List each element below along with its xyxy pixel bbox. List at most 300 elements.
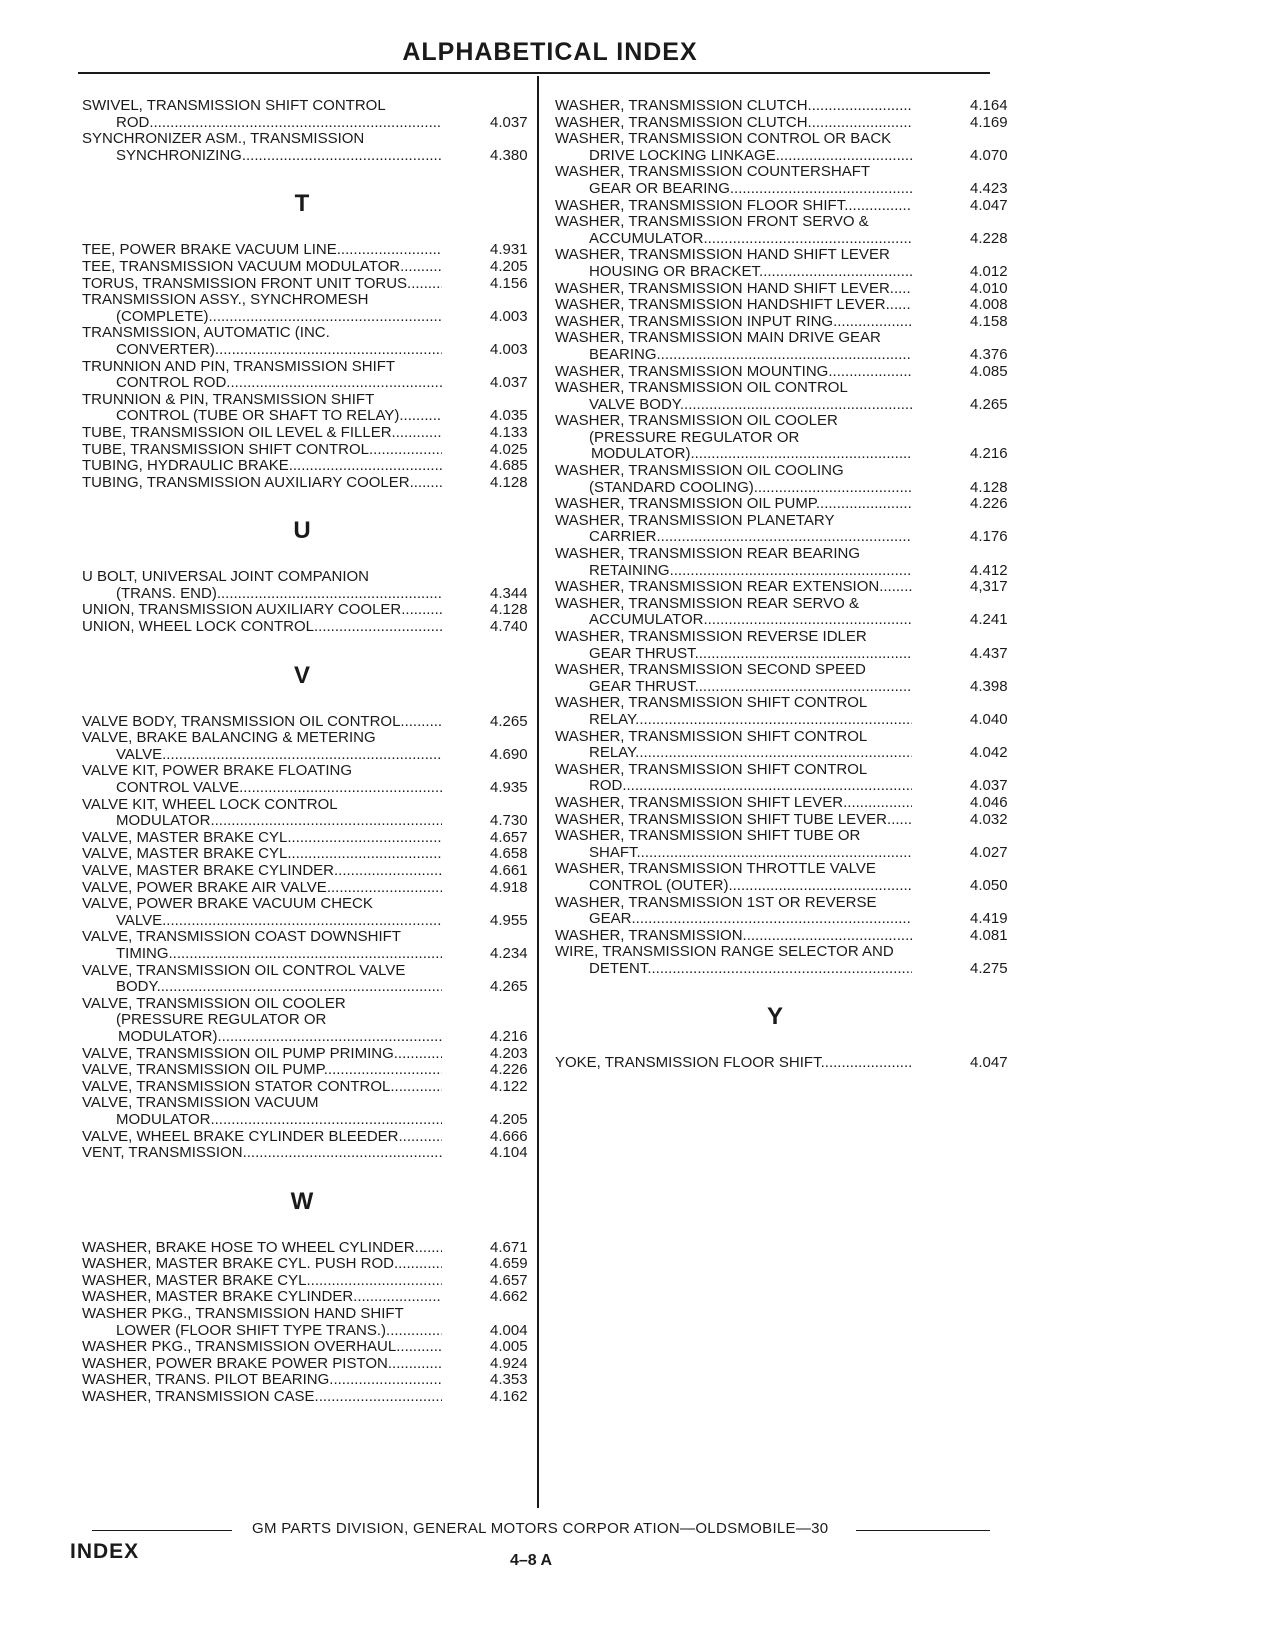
entry-line: WASHER, TRANSMISSION MOUNTING ..... [555,364,912,381]
entry-line: BODY ..... [82,979,442,996]
entry-line: WASHER, TRANSMISSION CLUTCH ..... [555,115,912,132]
entry-page-number: 4.740 [490,618,528,636]
entry-page-number: 4.012 [970,262,1008,280]
entry-line: LOWER (FLOOR SHIFT TYPE TRANS.) ..... [82,1323,442,1340]
entry-line: WASHER, TRANSMISSION OIL COOLING [555,463,844,480]
entry-text [555,596,912,629]
entry-page-number: 4.008 [970,296,1008,314]
index-entry [555,281,1025,298]
index-entry [82,1062,542,1079]
entry-line: (STANDARD COOLING) ..... [555,480,912,497]
entry-line: WASHER, TRANSMISSION REVERSE IDLER [555,629,867,645]
index-entry [82,359,542,392]
entry-text [555,380,912,413]
entry-page-number: 4.128 [970,478,1008,496]
entry-line: TUBING, TRANSMISSION AUXILIARY COOLER.. ..... [82,475,442,492]
entry-text [555,695,912,728]
index-entry [555,795,1025,812]
index-entry [82,929,542,962]
entry-line: VALVE, TRANSMISSION OIL COOLER [82,995,346,1012]
entry-text [82,963,442,996]
entry-line: WASHER PKG., TRANSMISSION HAND SHIFT [82,1306,404,1323]
entry-line: GEAR OR BEARING ..... [555,181,912,198]
index-entry [555,314,1025,331]
entry-page-number: 4.070 [970,146,1008,164]
entry-page-number: 4.935 [490,779,528,797]
entry-text [555,729,912,762]
index-entry [555,413,1025,463]
entry-text [82,929,442,962]
entry-line: WASHER, TRANSMISSION COUNTERSHAFT [555,164,871,181]
entry-line: TIMING ..... [82,946,442,963]
entry-text [555,812,912,829]
entry-page-number: 4.164 [970,97,1008,114]
entry-text [555,297,912,314]
entry-text [82,1095,442,1128]
entry-text [82,1306,442,1339]
entry-line: WASHER, TRANSMISSION FLOOR SHIFT ..... [555,198,912,215]
index-entry [82,276,542,293]
entry-line: VALVE, BRAKE BALANCING & METERING [82,730,376,747]
entry-line: CONTROL (OUTER) ..... [555,878,912,895]
entry-line: MODULATOR ..... [82,1112,442,1129]
entry-page-number: 4,317 [970,578,1008,596]
entry-page-number: 4.032 [970,810,1008,828]
entry-text [82,259,442,276]
index-entry [555,214,1025,247]
entry-text [555,330,912,363]
entry-page-number: 4.234 [490,944,528,962]
entry-line: MODULATOR) ..... [82,1029,442,1046]
index-entry [555,729,1025,762]
entry-page-number: 4.128 [490,601,528,619]
entry-line: ROD ..... [555,778,912,795]
entry-line: VALVE, MASTER BRAKE CYL ..... [82,830,442,847]
index-entry [555,198,1025,215]
index-entry [82,714,542,731]
entry-page-number: 4.050 [970,876,1008,894]
entry-line: TUBE, TRANSMISSION OIL LEVEL & FILLER ..... [82,425,442,442]
entry-page-number: 4.122 [490,1077,528,1095]
entry-page-number: 4.037 [490,113,528,131]
section-heading: Y [766,1003,783,1031]
entry-text [82,98,442,131]
entry-page-number: 4.003 [490,340,528,358]
entry-line: SWIVEL, TRANSMISSION SHIFT CONTROL [82,98,386,114]
entry-page-number: 4.671 [490,1238,528,1256]
entry-page-number: 4.205 [490,1110,528,1128]
entry-line: UNION, TRANSMISSION AUXILIARY COOLER ..... [82,602,442,619]
entry-text [82,996,442,1046]
entry-text [555,115,912,132]
entry-text [82,730,442,763]
section-heading: U [293,517,311,545]
entry-line: GEAR THRUST ..... [555,679,912,696]
entry-line: VALVE, MASTER BRAKE CYL ..... [82,846,442,863]
entry-page-number: 4.666 [490,1127,528,1145]
index-entry [555,496,1025,513]
entry-text [82,1129,442,1146]
entry-line: WASHER, TRANSMISSION SECOND SPEED [555,662,866,679]
entry-text [555,98,912,115]
index-entry [82,996,542,1046]
entry-page-number: 4.025 [490,440,528,458]
entry-line: TORUS, TRANSMISSION FRONT UNIT TORUS ..... [82,276,442,293]
entry-text [82,569,442,602]
index-entry [555,895,1025,928]
index-entry [555,98,1025,115]
index-entry [82,458,542,475]
entry-text [555,513,912,546]
index-column-right [555,98,1025,1072]
footer-rule-left [92,1530,232,1531]
index-entry [82,325,542,358]
entry-text [555,662,912,695]
entry-text [555,364,912,381]
index-entry [555,629,1025,662]
entry-page-number: 4.398 [970,677,1008,695]
index-entry [82,602,542,619]
entry-line: ROD ..... [82,115,442,132]
entry-line: (PRESSURE REGULATOR OR [589,429,800,446]
entry-text [555,413,912,463]
entry-page-number: 4.005 [490,1338,528,1356]
entry-line: SYNCHRONIZER ASM., TRANSMISSION [82,131,365,148]
entry-text [82,1273,442,1290]
entry-text [82,1389,442,1406]
index-entry [555,828,1025,861]
entry-line: CONTROL (TUBE OR SHAFT TO RELAY) ..... [82,408,442,425]
entry-page-number: 4.661 [490,862,528,879]
index-entry [82,1339,542,1356]
entry-line: VALVE KIT, POWER BRAKE FLOATING [82,763,353,780]
entry-line: ACCUMULATOR ..... [555,231,912,248]
entry-page-number: 4.047 [970,196,1008,214]
entry-line: WASHER, TRANSMISSION SHIFT CONTROL [555,728,868,745]
entry-text [555,928,912,945]
index-entry [82,1389,542,1406]
entry-line: UNION, WHEEL LOCK CONTROL ..... [82,619,442,636]
entry-line: VALVE, TRANSMISSION VACUUM [82,1095,319,1112]
index-entry [555,861,1025,894]
index-entry [82,830,542,847]
entry-page-number: 4.128 [490,473,528,491]
entry-text [555,1055,912,1072]
entry-line: TRUNNION AND PIN, TRANSMISSION SHIFT [82,358,396,375]
entry-page-number: 4.169 [970,113,1008,131]
index-entry [82,1129,542,1146]
section-heading: T [294,190,310,218]
index-entry [555,695,1025,728]
entry-text [82,442,442,459]
index-entry [82,1145,542,1162]
entry-text [82,1079,442,1096]
entry-line: VALVE, POWER BRAKE VACUUM CHECK [82,896,373,913]
entry-line: WASHER, TRANSMISSION REAR EXTENSION ..... [555,579,912,596]
entry-line: WASHER, TRANSMISSION SHIFT TUBE OR [555,828,861,845]
entry-line: WASHER, TRANSMISSION CASE ..... [82,1389,442,1406]
index-entry [555,928,1025,945]
index-entry [82,1289,542,1306]
entry-text [82,1356,442,1373]
index-entry [82,880,542,897]
entry-text [82,763,442,796]
entry-text [555,828,912,861]
entry-line: WASHER, MASTER BRAKE CYL. PUSH ROD ..... [82,1256,442,1273]
index-entry [82,131,542,164]
entry-page-number: 4.004 [490,1321,528,1339]
entry-text [82,475,442,492]
index-entry [555,513,1025,546]
entry-page-number: 4.690 [490,745,528,763]
entry-text [82,602,442,619]
entry-text [555,314,912,331]
entry-line: VALVE, TRANSMISSION OIL CONTROL VALVE [82,962,406,979]
index-entry [555,944,1025,977]
entry-line: WASHER, TRANSMISSION 1ST OR REVERSE [555,894,877,911]
entry-page-number: 4.104 [490,1144,528,1162]
entry-page-number: 4.730 [490,812,528,830]
index-entry [555,297,1025,314]
entry-text [82,458,442,475]
entry-line: VALVE, TRANSMISSION OIL PUMP PRIMING ..... [82,1046,442,1063]
entry-line: TRANSMISSION, AUTOMATIC (INC. [82,325,330,342]
title-rule [78,72,990,74]
index-entry [82,896,542,929]
entry-line: MODULATOR ..... [82,813,442,830]
index-entry [555,463,1025,496]
entry-page-number: 4.205 [490,257,528,275]
entry-page-number: 4.216 [490,1027,528,1045]
index-entry [82,730,542,763]
entry-page-number: 4.228 [970,229,1008,247]
entry-line: ACCUMULATOR ..... [555,612,912,629]
entry-text [82,1240,442,1257]
entry-page-number: 4.657 [490,1271,528,1289]
entry-line: TUBING, HYDRAULIC BRAKE ..... [82,458,442,475]
index-entry [82,1256,542,1273]
entry-line: WIRE, TRANSMISSION RANGE SELECTOR AND [555,944,894,961]
entry-line: (TRANS. END) ..... [82,586,442,603]
entry-line: GEAR ..... [555,911,912,928]
entry-text [555,861,912,894]
entry-text [82,863,442,880]
entry-text [555,131,912,164]
entry-text [555,214,912,247]
entry-page-number: 4.216 [970,445,1008,463]
index-entry [82,1095,542,1128]
index-entry [82,569,542,602]
index-entry [555,164,1025,197]
entry-text [82,425,442,442]
entry-line: WASHER, TRANS. PILOT BEARING ..... [82,1372,442,1389]
page-title: ALPHABETICAL INDEX [402,38,698,66]
entry-text [82,619,442,636]
entry-line: TRANSMISSION ASSY., SYNCHROMESH [82,292,369,309]
index-entry [555,762,1025,795]
entry-line: BEARING ..... [555,347,912,364]
entry-line: WASHER, TRANSMISSION OIL PUMP ..... [555,496,912,513]
entry-line: GEAR THRUST ..... [555,646,912,663]
entry-line: WASHER, TRANSMISSION SHIFT CONTROL [555,761,868,778]
entry-text [82,1289,442,1306]
index-entry [82,475,542,492]
entry-text [555,496,912,513]
entry-line: VALVE KIT, WHEEL LOCK CONTROL [82,796,338,813]
entry-page-number: 4.344 [490,584,528,602]
entry-page-number: 4.419 [970,910,1008,928]
entry-line: U BOLT, UNIVERSAL JOINT COMPANION [82,569,369,586]
index-entry [555,812,1025,829]
index-entry [555,380,1025,413]
entry-text [82,1256,442,1273]
section-heading: W [290,1187,314,1215]
entry-page-number: 4.437 [970,644,1008,662]
index-column-left [82,98,542,1406]
entry-line: VALVE BODY ..... [555,397,912,414]
entry-text [555,546,912,579]
entry-line: VALVE, TRANSMISSION OIL PUMP ..... [82,1062,442,1079]
entry-text [82,242,442,259]
entry-text [82,896,442,929]
entry-line: WASHER, TRANSMISSION SHIFT LEVER ..... [555,795,912,812]
entry-text [555,629,912,662]
entry-line: WASHER, TRANSMISSION CONTROL OR BACK [555,131,892,148]
entry-page-number: 4.156 [490,274,528,292]
entry-text [82,1372,442,1389]
entry-page-number: 4.265 [490,978,528,996]
entry-text [555,795,912,812]
entry-line: WASHER, TRANSMISSION REAR SERVO & [555,595,859,612]
entry-line: WASHER, TRANSMISSION ..... [555,928,912,945]
index-entry [82,1372,542,1389]
entry-line: TRUNNION & PIN, TRANSMISSION SHIFT [82,391,375,408]
entry-line: VALVE, MASTER BRAKE CYLINDER ..... [82,863,442,880]
entry-text [82,392,442,425]
entry-page-number: 4.035 [490,407,528,425]
entry-page-number: 4.265 [490,712,528,730]
entry-page-number: 4.412 [970,561,1008,579]
entry-line: VALVE ..... [82,747,442,764]
entry-line: VALVE BODY, TRANSMISSION OIL CONTROL ..... [82,714,442,731]
entry-line: WASHER, TRANSMISSION INPUT RING ..... [555,314,912,331]
entry-text [555,895,912,928]
entry-page-number: 4.265 [970,395,1008,413]
footer-publisher-line: GM PARTS DIVISION, GENERAL MOTORS CORPOR ATION—OLDSMOBILE—30 [252,1520,829,1537]
entry-line: WASHER, TRANSMISSION REAR BEARING [555,546,861,563]
entry-line: DETENT ..... [555,961,912,978]
entry-line: YOKE, TRANSMISSION FLOOR SHIFT ..... [555,1055,912,1072]
index-entry [82,797,542,830]
index-entry [82,98,542,131]
entry-page-number: 4.931 [490,241,528,259]
entry-page-number: 4.040 [970,710,1008,728]
index-entry [82,1079,542,1096]
entry-page-number: 4.047 [970,1054,1008,1072]
index-entry [555,247,1025,280]
index-entry [555,115,1025,132]
entry-line: VALVE, POWER BRAKE AIR VALVE ..... [82,880,442,897]
index-entry [82,1356,542,1373]
section-heading: V [293,661,310,689]
entry-line: WASHER, TRANSMISSION PLANETARY [555,512,835,529]
index-entry [555,330,1025,363]
footer-page-number: 4–8 A [510,1552,553,1569]
entry-text [82,325,442,358]
index-entry [82,763,542,796]
entry-line: WASHER, TRANSMISSION OIL CONTROL [555,380,848,397]
index-entry [555,579,1025,596]
footer-section-label: INDEX [70,1540,140,1563]
entry-line: WASHER, TRANSMISSION HAND SHIFT LEVER [555,247,890,264]
entry-line: SHAFT ..... [555,845,912,862]
entry-line: CONVERTER) ..... [82,342,442,359]
entry-line: VALVE, WHEEL BRAKE CYLINDER BLEEDER ..... [82,1129,442,1146]
index-entry [82,863,542,880]
index-entry [555,596,1025,629]
entry-text [82,131,442,164]
entry-page-number: 4.657 [490,828,528,846]
entry-text [82,714,442,731]
entry-line: TUBE, TRANSMISSION SHIFT CONTROL ..... [82,442,442,459]
entry-text [555,164,912,197]
entry-page-number: 4.955 [490,911,528,929]
entry-line: WASHER, MASTER BRAKE CYLINDER ..... [82,1289,442,1306]
entry-page-number: 4.658 [490,845,528,863]
index-entry [82,259,542,276]
index-entry [82,963,542,996]
entry-page-number: 4.010 [970,279,1008,297]
index-entry [82,1273,542,1290]
entry-page-number: 4.162 [490,1388,528,1406]
entry-line: WASHER, TRANSMISSION HANDSHIFT LEVER. ..... [555,297,912,314]
entry-line: WASHER, TRANSMISSION HAND SHIFT LEVER ..... [555,281,912,298]
entry-line: WASHER, BRAKE HOSE TO WHEEL CYLINDER.. ..... [82,1240,442,1257]
entry-text [82,276,442,293]
entry-page-number: 4.662 [490,1288,528,1306]
entry-line: (PRESSURE REGULATOR OR [116,1012,327,1029]
entry-text [82,1046,442,1063]
entry-line: TEE, POWER BRAKE VACUUM LINE ..... [82,242,442,259]
entry-text [82,1062,442,1079]
entry-line: VALVE ..... [82,913,442,930]
index-entry [82,242,542,259]
entry-page-number: 4.275 [970,959,1008,977]
index-entry [82,292,542,325]
entry-line: SYNCHRONIZING ..... [82,148,442,165]
entry-line: WASHER, TRANSMISSION MAIN DRIVE GEAR [555,330,881,347]
index-entry [555,546,1025,579]
entry-line: WASHER, TRANSMISSION FRONT SERVO & [555,214,869,231]
index-entry [82,1240,542,1257]
index-entry [555,364,1025,381]
entry-page-number: 4.659 [490,1255,528,1273]
entry-page-number: 4.226 [970,495,1008,513]
entry-line: RETAINING ..... [555,563,912,580]
entry-line: VALVE, TRANSMISSION COAST DOWNSHIFT [82,929,401,946]
entry-line: DRIVE LOCKING LINKAGE ..... [555,148,912,165]
entry-text [82,292,442,325]
entry-line: VENT, TRANSMISSION ..... [82,1145,442,1162]
entry-page-number: 4.027 [970,843,1008,861]
entry-text [555,247,912,280]
entry-page-number: 4.685 [490,457,528,475]
entry-line: WASHER, TRANSMISSION SHIFT TUBE LEVER. ..... [555,812,912,829]
entry-text [82,846,442,863]
entry-line: VALVE, TRANSMISSION STATOR CONTROL ..... [82,1079,442,1096]
index-entry [82,442,542,459]
entry-line: WASHER, MASTER BRAKE CYL. ..... [82,1273,442,1290]
